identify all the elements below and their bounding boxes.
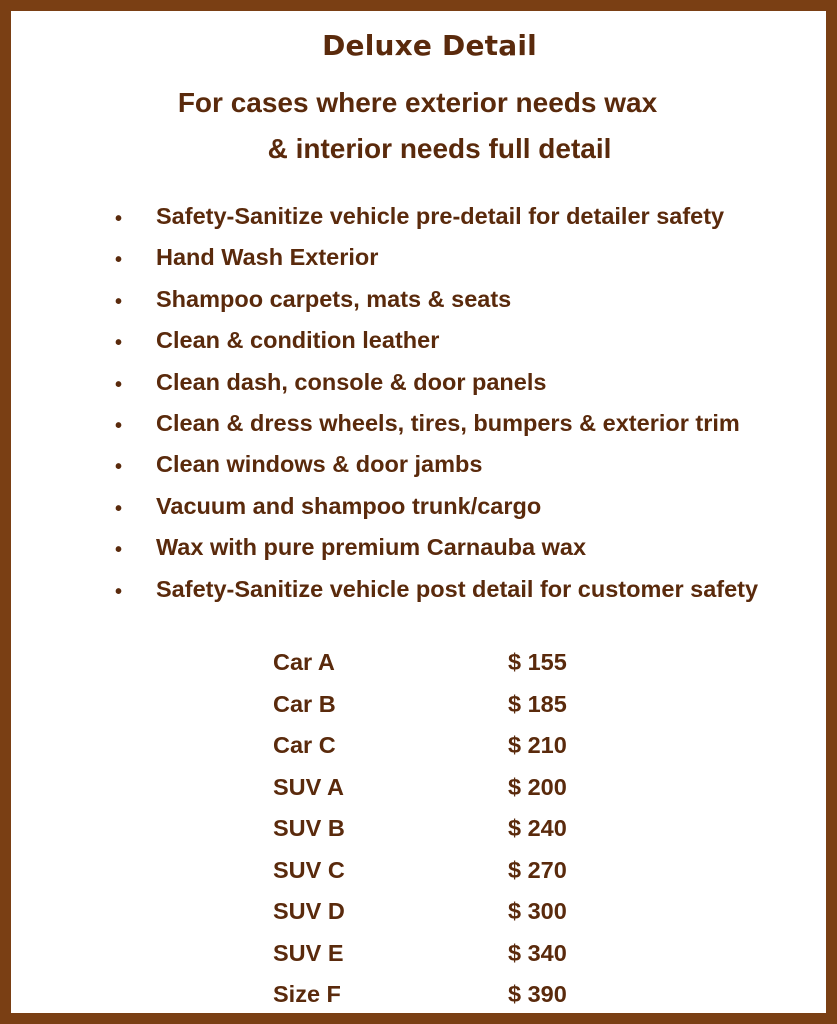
price-amount: $ 240: [508, 815, 567, 841]
feature-text: Clean dash, console & door panels: [156, 368, 547, 395]
price-amount: $ 200: [508, 773, 567, 800]
price-row: [273, 691, 603, 733]
price-amount: $ 300: [508, 898, 567, 924]
price-row: [273, 981, 603, 1023]
bullet-icon: •: [115, 332, 123, 355]
vehicle-size: SUV E: [273, 939, 344, 966]
vehicle-size: SUV C: [273, 856, 345, 883]
vehicle-size: SUV A: [273, 773, 344, 800]
price-row: [273, 898, 603, 940]
page-title: Deluxe Detail: [322, 29, 537, 62]
feature-text: Clean & dress wheels, tires, bumpers & exterior trim: [156, 409, 740, 436]
vehicle-size: Car B: [273, 690, 336, 717]
bullet-icon: •: [115, 290, 123, 313]
bullet-icon: •: [115, 249, 123, 272]
bullet-icon: •: [115, 414, 123, 437]
feature-text: Clean & condition leather: [156, 327, 440, 354]
bullet-icon: •: [115, 580, 123, 603]
price-amount: $ 270: [508, 856, 567, 883]
price-amount: $ 210: [508, 732, 567, 758]
bullet-icon: •: [115, 497, 123, 520]
feature-text: Clean windows & door jambs: [156, 451, 483, 478]
feature-text: Safety-Sanitize vehicle post detail for customer safety: [156, 575, 759, 602]
bullet-icon: •: [115, 539, 123, 562]
feature-text: Hand Wash Exterior: [156, 244, 379, 271]
price-row: [273, 857, 603, 899]
subtitle-line-1: For cases where exterior needs wax: [177, 87, 658, 118]
price-row: [273, 649, 603, 691]
vehicle-size: SUV D: [273, 898, 345, 924]
vehicle-size: SUV B: [273, 815, 345, 841]
vehicle-size: Car C: [273, 732, 336, 758]
feature-text: Shampoo carpets, mats & seats: [156, 285, 512, 312]
vehicle-size: Size F: [273, 981, 341, 1007]
feature-text: Wax with pure premium Carnauba wax: [156, 534, 587, 561]
bullet-icon: •: [115, 208, 123, 230]
price-row: [273, 940, 603, 982]
price-row: [273, 815, 603, 857]
price-amount: $ 155: [508, 649, 567, 675]
price-table: [273, 649, 603, 1023]
subtitle-line-2: & interior needs full detail: [267, 133, 612, 164]
vehicle-size: Car A: [273, 649, 335, 675]
price-amount: $ 390: [508, 981, 567, 1007]
price-amount: $ 340: [508, 939, 567, 966]
price-amount: $ 185: [508, 690, 567, 717]
bullet-icon: •: [115, 373, 123, 396]
bullet-icon: •: [115, 456, 123, 479]
price-row: [273, 774, 603, 816]
price-row: [273, 732, 603, 774]
feature-text: Safety-Sanitize vehicle pre-detail for detailer safety: [156, 203, 725, 229]
feature-text: Vacuum and shampoo trunk/cargo: [156, 492, 542, 519]
